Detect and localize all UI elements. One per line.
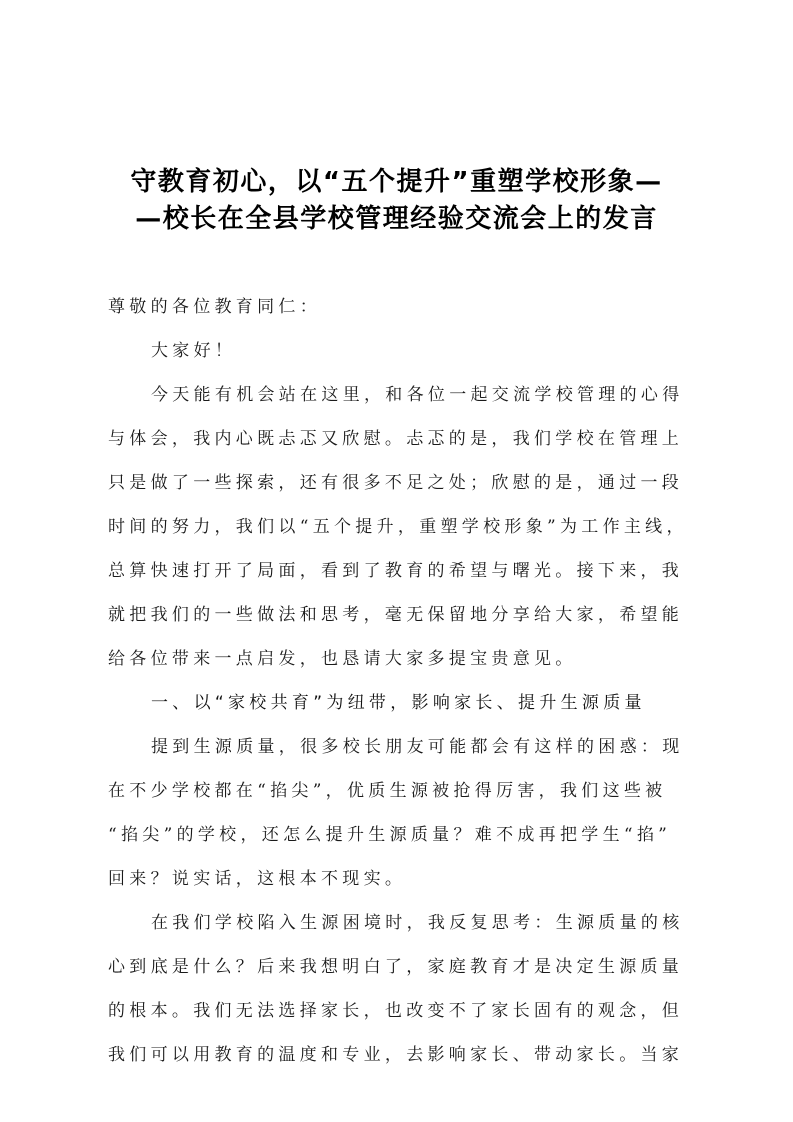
paragraph-2-line: 回来？说实话，这根本不现实。 xyxy=(108,869,407,889)
paragraph-1-line: 时间的努力，我们以“五个提升，重塑学校形象”为工作主线， xyxy=(108,517,688,537)
paragraph-1-line: 就把我们的一些做法和思考，毫无保留地分享给大家，希望能 xyxy=(108,605,684,625)
paragraph-2-line: “掐尖”的学校，还怎么提升生源质量？难不成再把学生“掐” xyxy=(108,825,672,845)
title-line-1: 守教育初心，以“五个提升”重塑学校形象— xyxy=(130,167,663,197)
paragraph-3-line: 在我们学校陷入生源困境时，我反复思考：生源质量的核 xyxy=(151,913,684,933)
paragraph-3-line: 的根本。我们无法选择家长，也改变不了家长固有的观念，但 xyxy=(108,1001,684,1021)
paragraph-2-line: 提到生源质量，很多校长朋友可能都会有这样的困惑：现 xyxy=(151,737,684,757)
paragraph-1-line: 总算快速打开了局面，看到了教育的希望与曙光。接下来，我 xyxy=(108,561,684,581)
paragraph-3-line: 我们可以用教育的温度和专业，去影响家长、带动家长。当家 xyxy=(108,1045,684,1065)
paragraph-1-line: 今天能有机会站在这里，和各位一起交流学校管理的心得 xyxy=(151,385,684,405)
greeting: 大家好！ xyxy=(151,341,237,361)
section-heading-1: 一、以“家校共育”为纽带，影响家长、提升生源质量 xyxy=(151,693,646,713)
paragraph-1-line: 只是做了一些探索，还有很多不足之处；欣慰的是，通过一段 xyxy=(108,473,684,493)
paragraph-2-line: 在不少学校都在“掐尖”，优质生源被抢得厉害，我们这些被 xyxy=(108,781,667,801)
title-line-2: —校长在全县学校管理经验交流会上的发言 xyxy=(135,204,658,234)
paragraph-1-line: 给各位带来一点启发，也恳请大家多提宝贵意见。 xyxy=(108,649,577,669)
paragraph-3-line: 心到底是什么？后来我想明白了，家庭教育才是决定生源质量 xyxy=(108,957,684,977)
document-title xyxy=(0,164,793,238)
salutation: 尊敬的各位教育同仁： xyxy=(108,297,321,317)
paragraph-1-line: 与体会，我内心既忐忑又欣慰。忐忑的是，我们学校在管理上 xyxy=(108,429,684,449)
